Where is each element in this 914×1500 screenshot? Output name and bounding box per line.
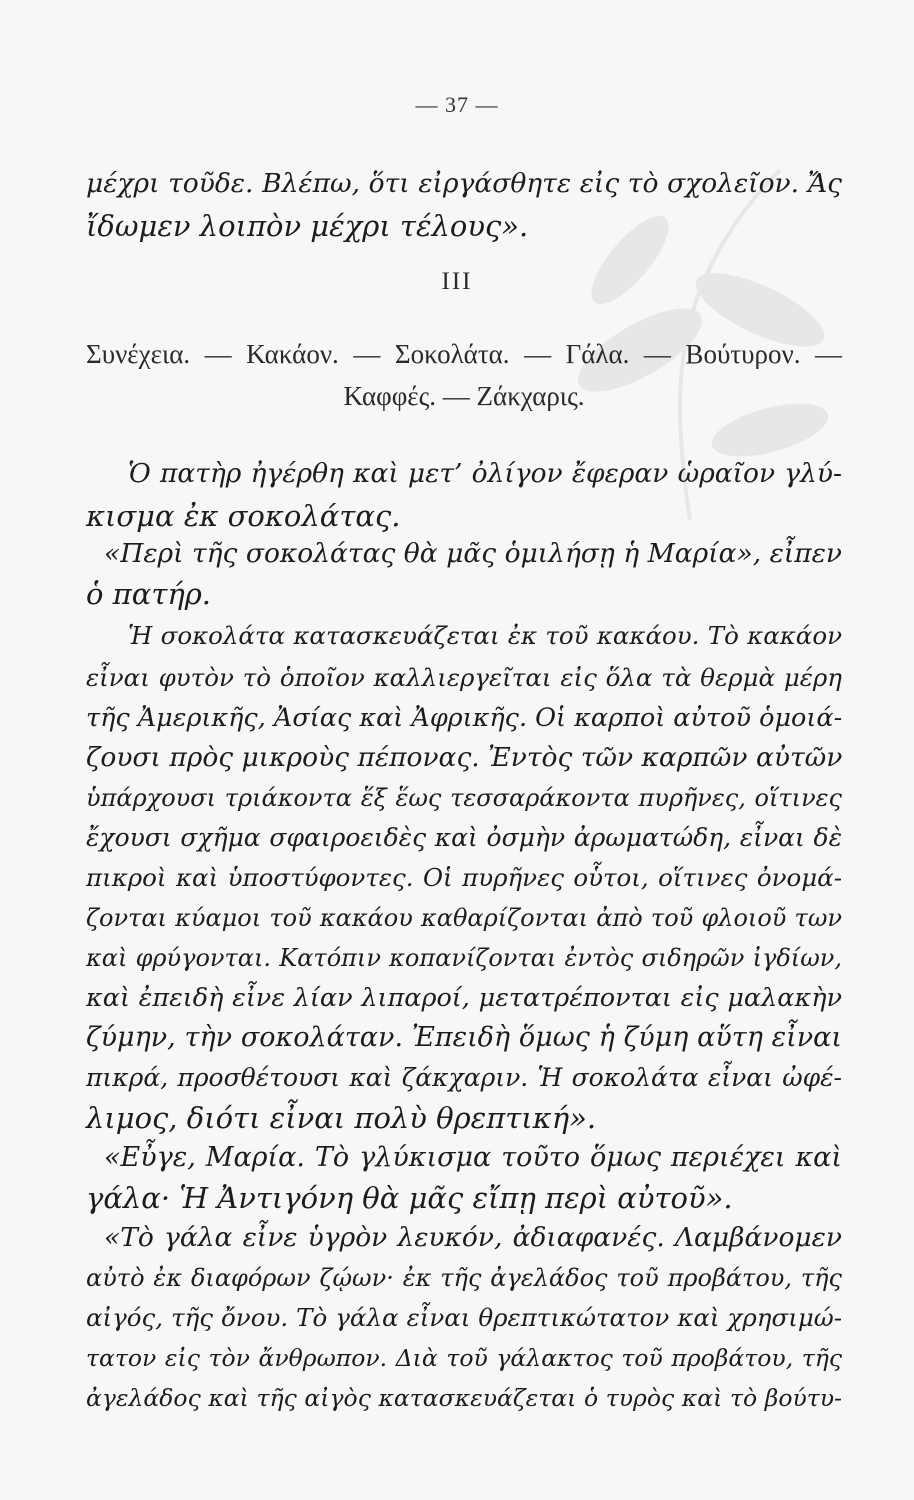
section-number: III <box>441 268 473 295</box>
text-line: καὶ ἐπειδὴ εἶνε λίαν λιπαροί, μετατρέπονται εἰς μαλακὴν <box>86 983 842 1013</box>
section-summary-line: Καφφές. — Ζάκχαρις. <box>343 381 585 411</box>
text-line: αὐτὸ ἐκ διαφόρων ζῴων· ἐκ τῆς ἀγελάδος τοῦ προβάτου, τῆς <box>86 1264 842 1292</box>
text-line: λιμος, διότι εἶναι πολὺ θρεπτική». <box>86 1101 597 1135</box>
text-line: ὑπάρχουσι τριάκοντα ἕξ ἕως τεσσαράκοντα πυρῆνες, οἵτινες <box>86 784 842 812</box>
text-line: μέχρι τοῦδε. Βλέπω, ὅτι εἰργάσθητε εἰς τὸ σχολεῖον. Ἄς <box>86 168 842 199</box>
page-number: — 37 — <box>415 92 499 117</box>
section-summary-line: Συνέχεια. — Κακάον. — Σοκολάτα. — Γάλα. — Βούτυρον. — <box>86 339 842 369</box>
text-line: «Περὶ τῆς σοκολάτας θὰ μᾶς ὁμιλήσῃ ἡ Μαρία», εἶπεν <box>104 538 842 569</box>
text-line: «Εὖγε, Μαρία. Τὸ γλύκισμα τοῦτο ὅμως περιέχει καὶ <box>104 1142 842 1173</box>
text-line: Ἡ σοκολάτα κατασκευάζεται ἐκ τοῦ κακάου. Τὸ κακάον <box>128 621 842 650</box>
text-line: ὁ πατήρ. <box>86 577 212 611</box>
text-line: πικρά, προσθέτουσι καὶ ζάκχαριν. Ἡ σοκολάτα εἶναι ὠφέ- <box>86 1063 842 1092</box>
text-line: ζονται κύαμοι τοῦ κακάου καθαρίζονται ἀπὸ τοῦ φλοιοῦ των <box>86 904 842 932</box>
text-line: «Τὸ γάλα εἶνε ὑγρὸν λευκόν, ἀδιαφανές. Λαμβάνομεν <box>104 1222 842 1253</box>
text-line: αἰγός, τῆς ὄνου. Τὸ γάλα εἶναι θρεπτικώτατον καὶ χρησιμώ- <box>86 1303 842 1332</box>
text-line: εἶναι φυτὸν τὸ ὁποῖον καλλιεργεῖται εἰς ὅλα τὰ θερμὰ μέρη <box>86 663 842 692</box>
text-line: ἀγελάδος καὶ τῆς αἰγὸς κατασκευάζεται ὁ τυρὸς καὶ τὸ βούτυ- <box>86 1384 842 1412</box>
text-line: Ὁ πατὴρ ἠγέρθη καὶ μετ’ ὀλίγον ἔφεραν ὡραῖον γλύ- <box>128 458 842 489</box>
text-line: ἔχουσι σχῆμα σφαιροειδὲς καὶ ὀσμὴν ἀρωματώδη, εἶναι δὲ <box>86 823 842 852</box>
text-line: ζουσι πρὸς μικροὺς πέπονας. Ἐντὸς τῶν καρπῶν αὐτῶν <box>86 742 843 773</box>
text-line: πικροὶ καὶ ὑποστύφοντες. Οἱ πυρῆνες οὗτοι, οἵτινες ὀνομά- <box>86 863 842 892</box>
text-line: γάλα· Ἡ Ἀντιγόνη θὰ μᾶς εἴπῃ περὶ αὐτοῦ». <box>86 1181 733 1215</box>
text-line: κισμα ἐκ σοκολάτας. <box>86 499 401 533</box>
text-line: καὶ φρύγονται. Κατόπιν κοπανίζονται ἐντὸς σιδηρῶν ἰγδίων, <box>86 944 842 972</box>
text-line: ἴδωμεν λοιπὸν μέχρι τέλους». <box>86 209 529 243</box>
text-line: τῆς Ἀμερικῆς, Ἀσίας καὶ Ἀφρικῆς. Οἱ καρποὶ αὐτοῦ ὁμοιά- <box>86 703 843 733</box>
text-line: τατον εἰς τὸν ἄνθρωπον. Διὰ τοῦ γάλακτος τοῦ προβάτου, τῆς <box>86 1344 842 1372</box>
text-line: ζύμην, τὴν σοκολάταν. Ἐπειδὴ ὅμως ἡ ζύμη αὕτη εἶναι <box>86 1022 842 1053</box>
